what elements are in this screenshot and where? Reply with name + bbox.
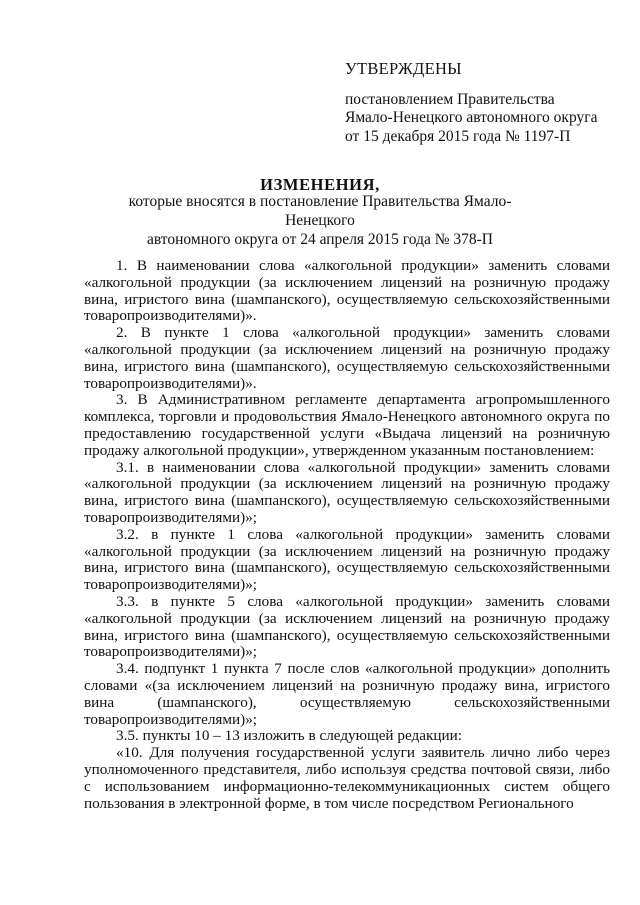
subtitle-line: которые вносятся в постановление Правительства Ямало-Ненецкого	[128, 193, 512, 229]
paragraph-3-5: 3.5. пункты 10 – 13 изложить в следующей редакции:	[116, 727, 462, 745]
approval-line: постановлением Правительства	[345, 90, 555, 108]
paragraph-1: 1. В наименовании слова «алкогольной продукции» заменить словами «алкогольной продукции (за исключением лицензий на розничную продажу вина, игристого вина (шампанского), осуществляемую сельскохозяйственными товаропроизводителями)».	[84, 257, 610, 325]
approval-line: от 15 декабря 2015 года № 1197-П	[345, 127, 571, 145]
document-subtitle	[110, 192, 530, 249]
document-title: ИЗМЕНЕНИЯ,	[260, 175, 380, 194]
approval-line: Ямало-Ненецкого автономного округа	[345, 109, 598, 126]
approval-stamp	[345, 60, 597, 146]
paragraph-3-3: 3.3. в пункте 5 слова «алкогольной продукции» заменить словами «алкогольной продукции (за исключением лицензий на розничную продажу вина, игристого вина (шампанского), осуществляемую сельскохозяйственными товаропроизводителями)»;	[84, 592, 610, 661]
approval-heading: УТВЕРЖДЕНЫ	[345, 59, 462, 78]
paragraph-3-2: 3.2. в пункте 1 слова «алкогольной продукции» заменить словами «алкогольной продукции (за исключением лицензий на розничную продажу вина, игристого вина (шампанского), осуществляемую сельскохозяйственными товаропроизводителями)»;	[84, 525, 610, 594]
paragraph-3: 3. В Административном регламенте департамента агропромышленного комплекса, торговли и продовольствия Ямало-Ненецкого автономного округа по предоставлению государственной услуги «Выдача лицензий на розничную продажу алкогольной продукции», утвержденном указанным постановлением:	[84, 391, 610, 459]
subtitle-line: автономного округа от 24 апреля 2015 года № 378-П	[147, 231, 493, 248]
document-body	[84, 258, 610, 812]
paragraph-3-4: 3.4. подпункт 1 пункта 7 после слов «алкогольной продукции» дополнить словами «(за исключением лицензий на розничную продажу вина, игристого вина (шампанского), осуществляемую сельскохозяйственными товаропроизводителями)»;	[84, 660, 610, 728]
paragraph-2: 2. В пункте 1 слова «алкогольной продукции» заменить словами «алкогольной продукции (за исключением лицензий на розничную продажу вина, игристого вина (шампанского), осуществляемую сельскохозяйственными товаропроизводителями)».	[84, 324, 610, 392]
paragraph-10-quote: «10. Для получения государственной услуги заявитель лично либо через уполномоченного представителя, либо используя средства почтовой связи, либо с использованием информационно-телекоммуникационных систем общего пользования в электронной форме, в том числе посредством Регионального	[84, 744, 610, 812]
paragraph-3-1: 3.1. в наименовании слова «алкогольной продукции» заменить словами «алкогольной продукции (за исключением лицензий на розничную продажу вина, игристого вина (шампанского), осуществляемую сельскохозяйственными товаропроизводителями)»;	[84, 458, 610, 526]
